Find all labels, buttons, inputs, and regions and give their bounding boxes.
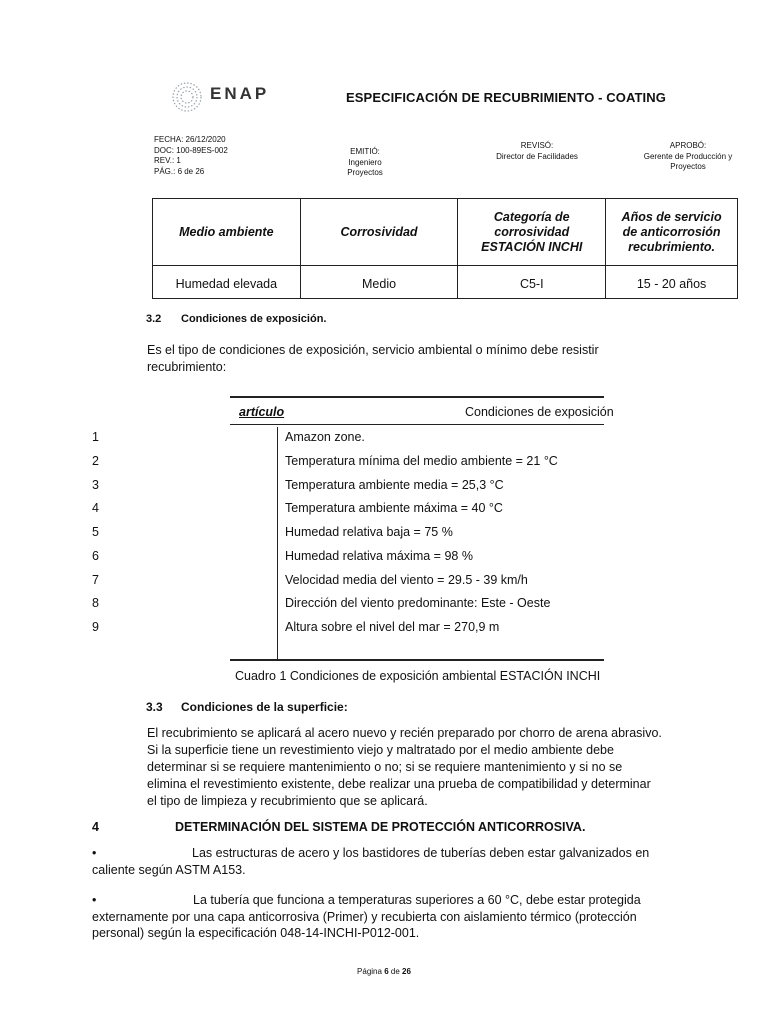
col-articulo: artículo: [239, 405, 285, 419]
header-anos-line2: de anticorrosión: [622, 224, 721, 239]
exposure-table-caption: Cuadro 1 Condiciones de exposición ambiental ESTACIÓN INCHI: [235, 669, 601, 683]
corrosivity-table: [152, 198, 738, 299]
meta-fecha: FECHA: 26/12/2020: [154, 135, 226, 144]
row-number: 7: [92, 573, 99, 587]
row-number: 1: [92, 430, 99, 444]
bullet-1-marker: •: [92, 846, 97, 860]
row-number: 4: [92, 501, 99, 515]
exposure-table-divider: [277, 427, 278, 659]
footer-page-num: 6: [384, 967, 389, 976]
bullet-2-line1: La tubería que funciona a temperaturas superiores a 60 °C, debe estar protegida: [193, 893, 641, 907]
exposure-table-header-rule: [230, 424, 604, 425]
enap-logo-icon: [170, 80, 204, 114]
reviso-value: Director de Facilidades: [496, 151, 578, 161]
bullet-1-line1: Las estructuras de acero y los bastidores de tuberías deben estar galvanizados en: [192, 846, 650, 860]
header-medio: Medio ambiente: [153, 199, 301, 266]
cell-corrosividad: Medio: [300, 266, 458, 299]
row-number: 3: [92, 478, 99, 492]
header-anos-line1: Años de servicio: [621, 209, 722, 224]
row-text: Humedad relativa máxima = 98 %: [285, 549, 473, 563]
row-text: Temperatura ambiente media = 25,3 °C: [285, 478, 504, 492]
meta-pag: PÁG.: 6 de 26: [154, 166, 205, 176]
cell-anos: 15 - 20 años: [606, 266, 738, 299]
document-title: ESPECIFICACIÓN DE RECUBRIMIENTO - COATING: [346, 90, 666, 105]
paragraph-line: elimina el revestimiento existente, debe realizar una prueba de compatibilidad y determinar: [147, 777, 651, 791]
section-3-2-number: 3.2: [146, 313, 162, 325]
enap-logo: [170, 80, 290, 114]
cell-medio: Humedad elevada: [153, 266, 301, 299]
header-categoria-line2: corrosividad: [494, 224, 570, 239]
section-3-3-paragraph: [147, 725, 687, 810]
section-3-2-text-line2: recubrimiento:: [147, 360, 227, 374]
row-text: Amazon zone.: [285, 430, 365, 444]
exposure-table-bottom-rule: [230, 659, 604, 661]
row-text: Altura sobre el nivel del mar = 270,9 m: [285, 620, 500, 634]
row-number: 5: [92, 525, 99, 539]
row-text: Velocidad media del viento = 29.5 - 39 km/h: [285, 573, 528, 587]
page-footer: [0, 967, 768, 976]
meta-rev: REV.: 1: [154, 156, 181, 165]
emitio-value: Ingeniero Proyectos: [347, 157, 383, 177]
header-corrosividad: Corrosividad: [300, 199, 458, 266]
row-text: Temperatura mínima del medio ambiente = 21 °C: [285, 454, 558, 468]
bullet-2-marker: •: [92, 893, 97, 907]
logo-text: ENAP: [210, 84, 270, 103]
row-number: 8: [92, 596, 99, 610]
header-categoria-line3: ESTACIÓN INCHI: [481, 239, 583, 254]
footer-page-total: 26: [402, 967, 411, 976]
paragraph-line: determinar si se requiere mantenimiento o no; si se requiere mantenimiento y si no se: [147, 760, 623, 774]
paragraph-line: el tipo de limpieza y recubrimiento que se aplicará.: [147, 794, 428, 808]
section-3-3-number: 3.3: [146, 700, 163, 714]
footer-of-word: de: [390, 967, 400, 976]
aprobo-block: [628, 141, 748, 173]
section-4-number: 4: [92, 820, 99, 834]
section-4-title: DETERMINACIÓN DEL SISTEMA DE PROTECCIÓN ANTICORROSIVA.: [175, 820, 586, 834]
paragraph-line: Si la superficie tiene un revestimiento viejo y maltratado por el medio ambiente debe: [147, 743, 614, 757]
aprobo-value-1: Gerente de Producción y: [643, 151, 733, 161]
row-text: Dirección del viento predominante: Este - Oeste: [285, 596, 551, 610]
row-number: 9: [92, 620, 99, 634]
row-number: 2: [92, 454, 99, 468]
table-row: [153, 266, 738, 299]
header-anos: [606, 199, 738, 266]
reviso-block: [482, 141, 592, 162]
corrosivity-table-header: [153, 199, 738, 266]
row-text: Temperatura ambiente máxima = 40 °C: [285, 501, 503, 515]
meta-doc: DOC: 100-89ES-002: [154, 145, 228, 155]
paragraph-line: El recubrimiento se aplicará al acero nuevo y recién preparado por chorro de arena abrasivo.: [147, 726, 662, 740]
document-meta: [154, 135, 228, 177]
row-number: 6: [92, 549, 99, 563]
section-3-3-title: Condiciones de la superficie:: [181, 700, 348, 714]
bullet-2-line3: personal) según la especificación 048-14-INCHI-P012-001.: [92, 926, 420, 940]
emitio-block: [330, 147, 400, 179]
exposure-table-top-rule: [230, 396, 604, 398]
reviso-label: REVISÓ:: [520, 141, 554, 150]
footer-page-word: Página: [357, 967, 382, 976]
section-3-2-text-line1: Es el tipo de condiciones de exposición, servicio ambiental o mínimo debe resistir: [147, 343, 599, 357]
header-anos-line3: recubrimiento.: [628, 239, 715, 254]
bullet-2-line2: externamente por una capa anticorrosiva (Primer) y recubierta con aislamiento térmico (protección: [92, 910, 637, 924]
col-condiciones: Condiciones de exposición: [465, 405, 614, 419]
row-text: Humedad relativa baja = 75 %: [285, 525, 453, 539]
section-3-2-title: Condiciones de exposición.: [181, 313, 327, 325]
cell-categoria: C5-I: [458, 266, 606, 299]
aprobo-label: APROBÓ:: [669, 141, 707, 150]
header-categoria-line1: Categoría de: [493, 209, 570, 224]
emitio-label: EMITIÓ:: [350, 147, 380, 156]
aprobo-value-2: Proyectos: [670, 162, 706, 171]
header-categoria: [458, 199, 606, 266]
bullet-1-line2: caliente según ASTM A153.: [92, 863, 246, 877]
